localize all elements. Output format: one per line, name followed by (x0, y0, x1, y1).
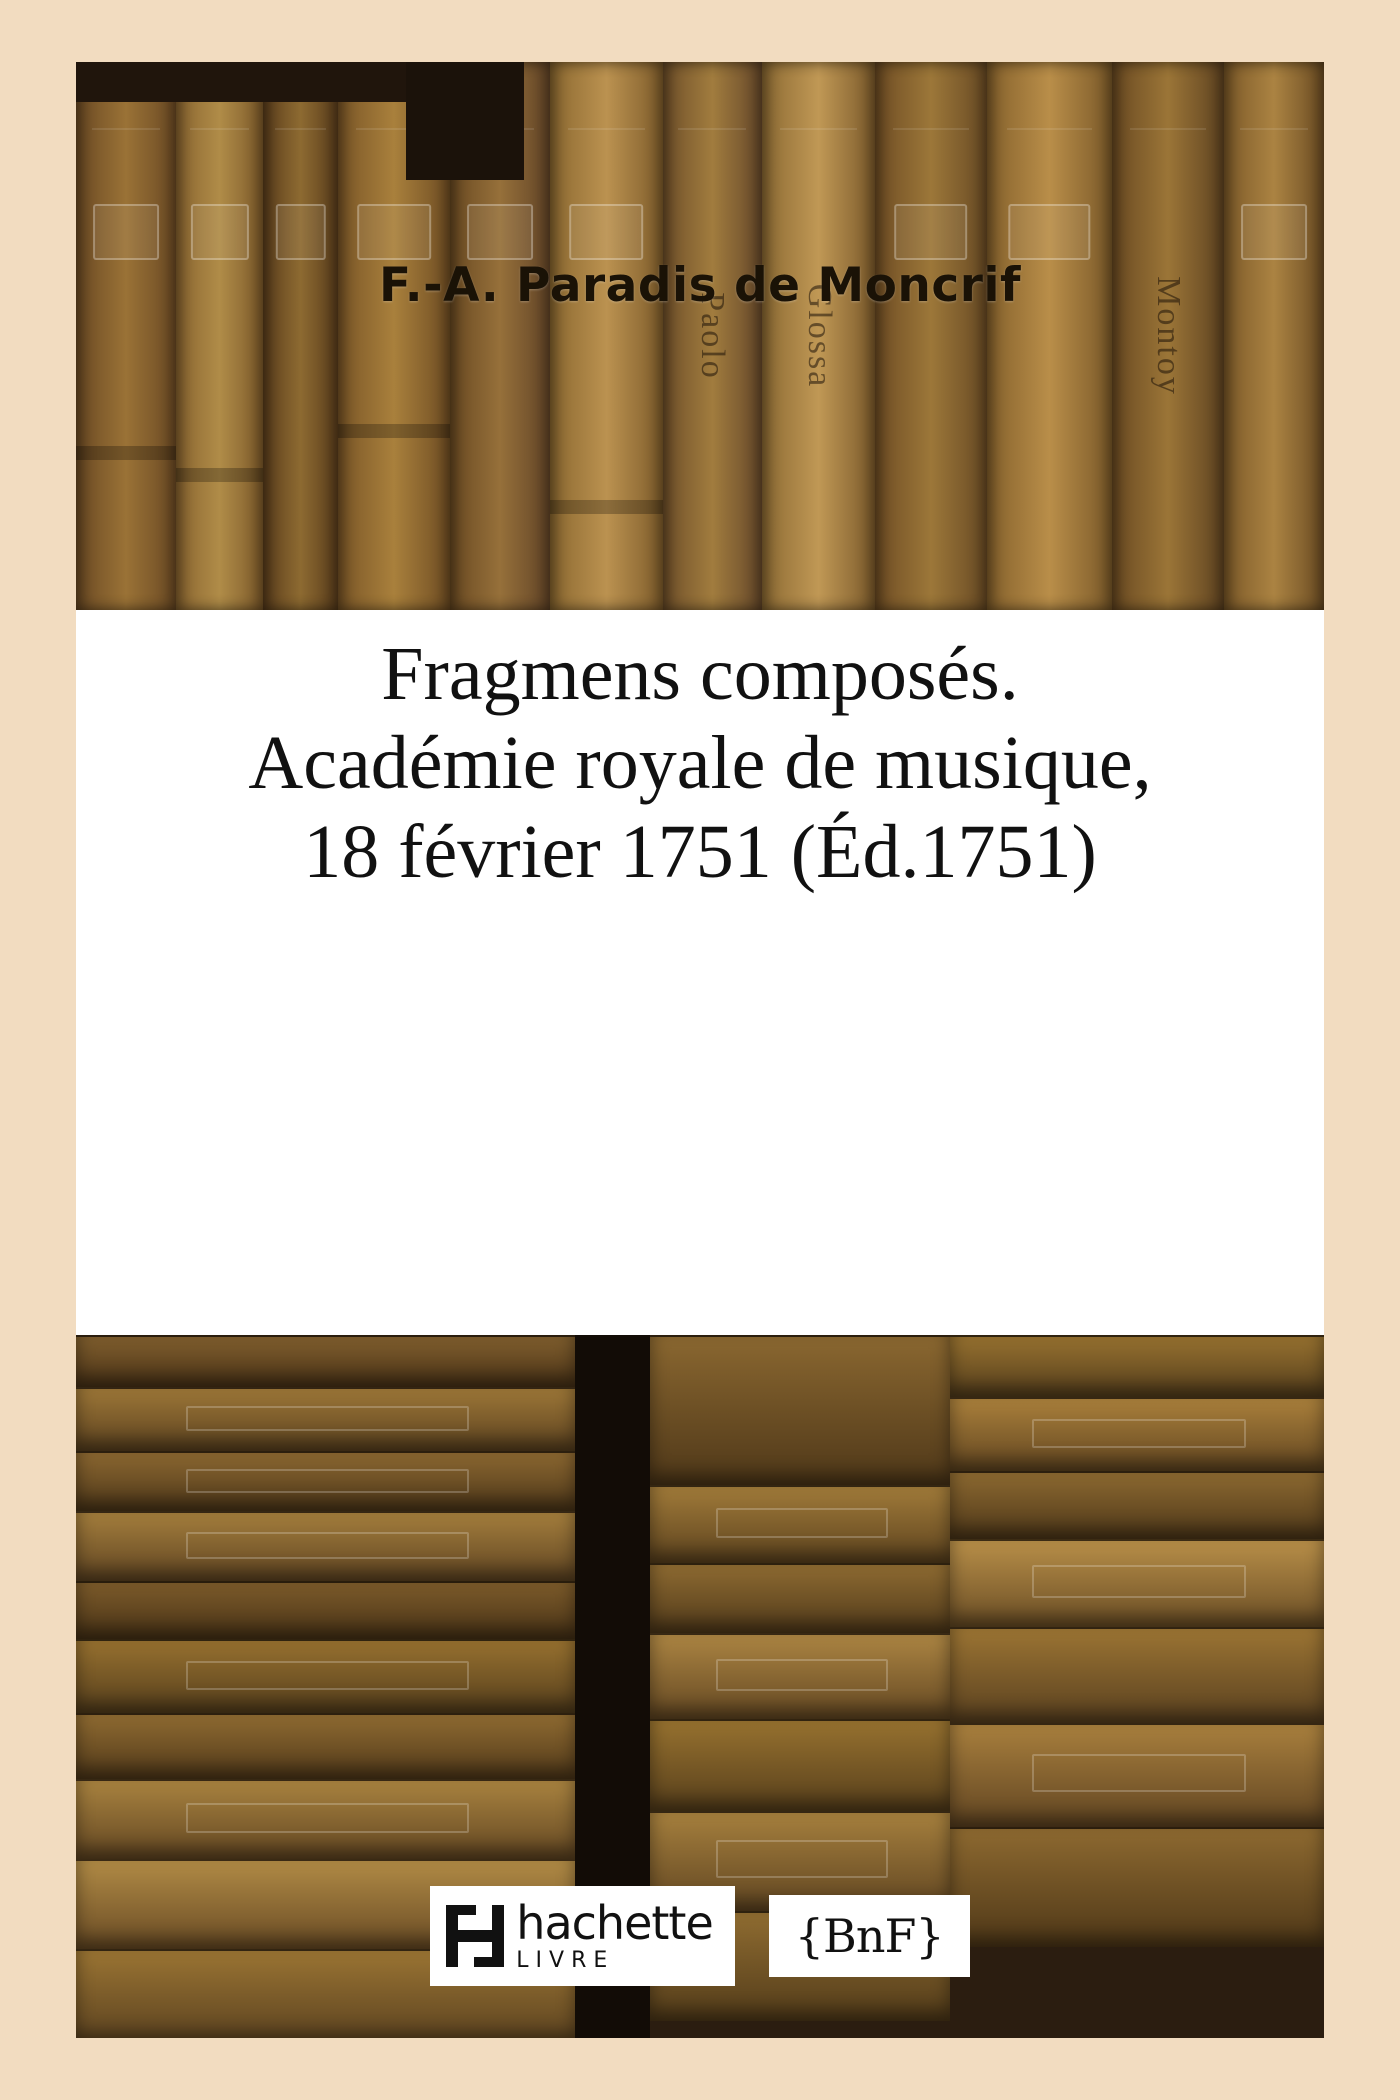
spine-label-box (93, 204, 159, 260)
spine-label-box (570, 204, 644, 260)
spine-label-box (190, 204, 248, 260)
author-name: F.-A. Paradis de Moncrif (379, 258, 1021, 313)
book-label-box (186, 1469, 470, 1493)
spine-label-box (467, 204, 533, 260)
book-spine (176, 62, 263, 610)
spine-text: Montoy (1149, 276, 1187, 396)
book-label-box (186, 1661, 470, 1689)
title-line-2: Académie royale de musique, (248, 720, 1152, 805)
stacked-book (76, 1713, 575, 1779)
stacked-book (950, 1627, 1324, 1723)
stacked-book (950, 1539, 1324, 1627)
hachette-h-icon (446, 1905, 504, 1967)
stacked-book (650, 1719, 950, 1811)
book-spines-row (76, 62, 1324, 610)
hachette-wordmark (516, 1896, 713, 1973)
shelf-gap-dark (406, 62, 524, 180)
stacked-book (76, 1451, 575, 1511)
stacked-book (650, 1633, 950, 1719)
stacked-book (650, 1485, 950, 1563)
book-spine (663, 62, 763, 610)
bnf-name: BnF (823, 1909, 916, 1963)
book-label-box (186, 1406, 470, 1431)
spine-label-box (275, 204, 325, 260)
stacked-book (950, 1335, 1324, 1397)
book-spine (550, 62, 662, 610)
title-line-1: Fragmens composés. (381, 632, 1019, 716)
bnf-label-close: } (915, 1909, 944, 1963)
stacked-book (76, 1779, 575, 1859)
stacked-book (76, 1335, 575, 1387)
spine-label-box (1241, 204, 1307, 260)
stacked-book (76, 1639, 575, 1713)
stacked-book (76, 1581, 575, 1639)
book-spine (1224, 62, 1324, 610)
book-label-box (186, 1803, 470, 1834)
stacked-book (650, 1335, 950, 1485)
book-spine (762, 62, 874, 610)
book-spine (875, 62, 987, 610)
book-label-box (716, 1508, 888, 1538)
stacked-book (950, 1397, 1324, 1471)
page-title (112, 630, 1288, 897)
stacked-book (76, 1511, 575, 1581)
book-cover (76, 62, 1324, 2038)
top-photo-band (76, 62, 1324, 610)
hachette-name: hachette (516, 1896, 713, 1950)
book-label-box (1032, 1419, 1246, 1447)
title-line-3: 18 février 1751 (Éd.1751) (303, 809, 1097, 894)
stacked-book (650, 1563, 950, 1633)
spine-label-box (357, 204, 431, 260)
hachette-livre-logo (430, 1886, 734, 1986)
book-label-box (1032, 1754, 1246, 1793)
book-spine (987, 62, 1112, 610)
book-label-box (1032, 1565, 1246, 1598)
bnf-label: { (794, 1909, 824, 1963)
stacked-book (76, 1387, 575, 1451)
book-label-box (716, 1659, 888, 1692)
book-spine (1112, 62, 1224, 610)
spine-label-box (894, 204, 968, 260)
hachette-sub: LIVRE (516, 1948, 615, 1973)
book-label-box (716, 1840, 888, 1877)
book-spine (76, 62, 176, 610)
book-label-box (186, 1532, 470, 1559)
title-area (76, 610, 1324, 1335)
spine-label-box (1009, 204, 1090, 260)
book-spine (263, 62, 338, 610)
stacked-book (950, 1471, 1324, 1539)
bnf-logo (769, 1895, 970, 1977)
title-block (76, 630, 1324, 897)
stacked-book (950, 1723, 1324, 1827)
bottom-photo-band (76, 1335, 1324, 2038)
logo-row (76, 1886, 1324, 1986)
shelf-shadow (76, 62, 406, 102)
spine-text: Glossa (800, 283, 838, 389)
spine-text: Paolo (694, 292, 732, 380)
